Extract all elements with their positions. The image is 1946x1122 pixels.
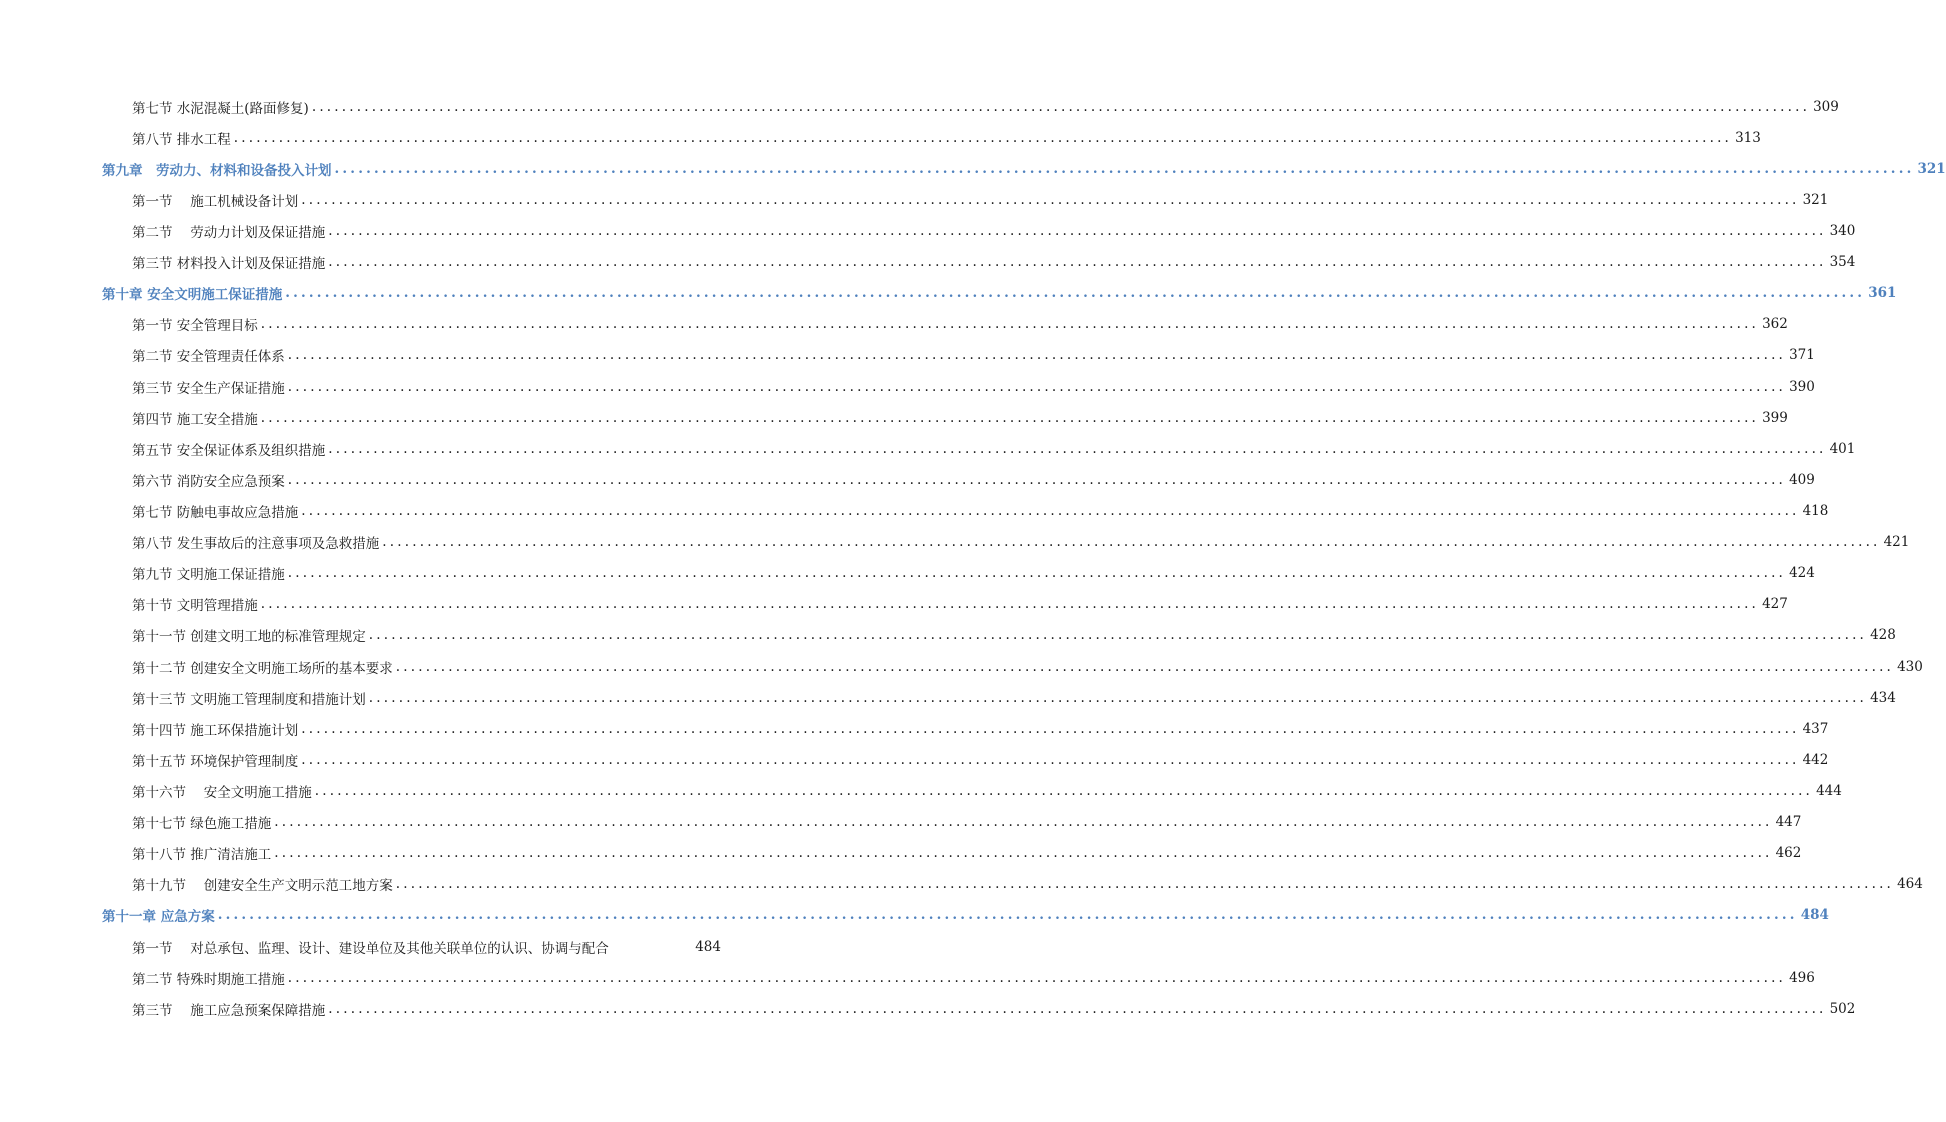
toc-page-number: 430	[1897, 658, 1923, 675]
toc-entry-title: 第十六节 安全文明施工措施	[132, 784, 312, 801]
toc-entry-title: 第九章 劳动力、材料和设备投入计划	[102, 162, 332, 179]
toc-entry-title: 第十一节 创建文明工地的标准管理规定	[132, 629, 366, 646]
dot-leader: ........................................................................................................................................................................................................	[395, 658, 1895, 675]
toc-section-entry[interactable]	[0, 993, 1856, 1024]
dot-leader: ........................................................................................................................................................................................................	[382, 534, 1881, 551]
toc-entry-title: 第三节 施工应急预案保障措施	[132, 1002, 326, 1019]
dot-leader: ........................................................................................................................................................................................................	[314, 782, 1814, 799]
dot-leader: ........................................................................................................................................................................................................	[311, 98, 1811, 115]
dot-leader: ........................................................................................................................................................................................................	[217, 907, 1798, 924]
dot-leader: ........................................................................................................................................................................................................	[287, 969, 1787, 986]
toc-page-number: 371	[1789, 347, 1815, 364]
toc-section-entry[interactable]	[0, 247, 1856, 278]
dot-leader: ........................................................................................................................................................................................................	[395, 876, 1895, 893]
toc-section-entry[interactable]	[0, 402, 1788, 433]
toc-page-number: 442	[1802, 751, 1829, 768]
toc-section-entry[interactable]	[0, 651, 1923, 682]
toc-section-entry[interactable]	[0, 838, 1802, 869]
toc-section-entry[interactable]	[0, 184, 1829, 215]
dot-leader: ........................................................................................................................................................................................................	[301, 191, 1800, 208]
toc-page-number: 484	[695, 938, 721, 955]
toc-entry-title: 第三节 材料投入计划及保证措施	[132, 256, 326, 273]
toc-chapter-entry[interactable]	[0, 900, 1829, 931]
toc-section-entry[interactable]	[0, 589, 1788, 620]
toc-section-entry[interactable]	[0, 962, 1815, 993]
toc-entry-title: 第九节 文明施工保证措施	[132, 567, 285, 584]
toc-page-number: 502	[1829, 1000, 1856, 1017]
toc-page-number: 401	[1829, 440, 1856, 457]
table-of-contents	[0, 91, 1946, 1024]
dot-leader: ........................................................................................................................................................................................................	[328, 1000, 1827, 1017]
dot-leader: ........................................................................................................................................................................................................	[368, 627, 1868, 644]
toc-section-entry[interactable]	[0, 682, 1896, 713]
toc-page-number: 462	[1775, 845, 1802, 862]
toc-page-number: 362	[1762, 316, 1788, 333]
toc-page-number: 409	[1789, 471, 1815, 488]
toc-section-entry[interactable]	[0, 558, 1815, 589]
dot-leader: ........................................................................................................................................................................................................	[260, 409, 1760, 426]
toc-entry-title: 第六节 消防安全应急预案	[132, 473, 285, 490]
dot-leader: ........................................................................................................................................................................................................	[334, 160, 1915, 177]
toc-entry-title: 第五节 安全保证体系及组织措施	[132, 442, 326, 459]
dot-leader: ........................................................................................................................................................................................................	[368, 689, 1868, 706]
toc-entry-title: 第十五节 环境保护管理制度	[132, 753, 299, 770]
dot-leader: ........................................................................................................................................................................................................	[260, 596, 1760, 613]
toc-section-entry[interactable]	[0, 775, 1842, 806]
toc-entry-title: 第十三节 文明施工管理制度和措施计划	[132, 691, 366, 708]
toc-section-entry[interactable]	[0, 869, 1923, 900]
toc-page-number: 354	[1829, 254, 1856, 271]
dot-leader: ........................................................................................................................................................................................................	[285, 285, 1866, 302]
toc-entry-title: 第八节 发生事故后的注意事项及急救措施	[132, 536, 380, 553]
toc-section-entry[interactable]	[0, 807, 1802, 838]
toc-entry-title: 第二节 安全管理责任体系	[132, 349, 285, 366]
toc-entry-title: 第七节 防触电事故应急措施	[132, 504, 299, 521]
toc-page-number: 321	[1802, 191, 1829, 208]
dot-leader: ........................................................................................................................................................................................................	[274, 845, 1773, 862]
toc-section-entry[interactable]	[0, 931, 794, 962]
toc-entry-title: 第十九节 创建安全生产文明示范工地方案	[132, 878, 393, 895]
toc-chapter-entry[interactable]	[0, 278, 1897, 309]
toc-entry-title: 第十八节 推广清洁施工	[132, 847, 272, 864]
toc-entry-title: 第一节 安全管理目标	[132, 318, 258, 335]
toc-section-entry[interactable]	[0, 91, 1839, 122]
toc-entry-title: 第四节 施工安全措施	[132, 411, 258, 428]
dot-leader: ........................................................................................................................................................................................................	[287, 378, 1787, 395]
toc-entry-title: 第一节 对总承包、监理、设计、建设单位及其他关联单位的认识、协调与配合	[132, 940, 609, 957]
toc-section-entry[interactable]	[0, 340, 1815, 371]
toc-section-entry[interactable]	[0, 495, 1829, 526]
dot-leader: ........................................................................................................................................................................................................	[287, 471, 1787, 488]
toc-page-number: 424	[1789, 565, 1815, 582]
toc-section-entry[interactable]	[0, 433, 1856, 464]
dot-leader: ........................................................................................................................................................................................................	[287, 565, 1787, 582]
toc-entry-title: 第十一章 应急方案	[102, 909, 215, 926]
dot-leader: ........................................................................................................................................................................................................	[287, 347, 1787, 364]
dot-leader: ........................................................................................................................................................................................................	[233, 129, 1733, 146]
toc-page-number: 427	[1762, 596, 1788, 613]
dot-leader: ........................................................................................................................................................................................................	[301, 751, 1800, 768]
toc-section-entry[interactable]	[0, 713, 1829, 744]
toc-page-number: 496	[1789, 969, 1815, 986]
toc-page-number: 464	[1897, 876, 1923, 893]
toc-page-number: 361	[1868, 285, 1897, 302]
toc-page-number: 421	[1883, 534, 1910, 551]
toc-page-number: 447	[1775, 814, 1802, 831]
toc-entry-title: 第八节 排水工程	[132, 131, 231, 148]
dot-leader: ........................................................................................................................................................................................................	[328, 254, 1827, 271]
toc-entry-title: 第二节 劳动力计划及保证措施	[132, 224, 326, 241]
dot-leader: ........................................................................................................................................................................................................	[274, 814, 1773, 831]
toc-page-number: 484	[1800, 907, 1829, 924]
dot-leader: ........................................................................................................................................................................................................	[328, 440, 1827, 457]
toc-page-number: 321	[1917, 160, 1946, 177]
toc-page-number: 434	[1870, 689, 1896, 706]
toc-entry-title: 第十四节 施工环保措施计划	[132, 722, 299, 739]
toc-section-entry[interactable]	[0, 371, 1815, 402]
toc-page-number: 309	[1813, 98, 1839, 115]
toc-entry-title: 第一节 施工机械设备计划	[132, 193, 299, 210]
toc-entry-title: 第十节 文明管理措施	[132, 598, 258, 615]
toc-entry-title: 第十章 安全文明施工保证措施	[102, 287, 283, 304]
toc-section-entry[interactable]	[0, 744, 1829, 775]
toc-entry-title: 第十二节 创建安全文明施工场所的基本要求	[132, 660, 393, 677]
toc-page-number: 437	[1802, 720, 1829, 737]
toc-section-entry[interactable]	[0, 620, 1896, 651]
dot-leader: ........................................................................................................................................................................................................	[301, 502, 1800, 519]
toc-section-entry[interactable]	[0, 464, 1815, 495]
toc-entry-title: 第三节 安全生产保证措施	[132, 380, 285, 397]
toc-page-number: 444	[1816, 782, 1842, 799]
toc-section-entry[interactable]	[0, 309, 1788, 340]
toc-entry-title: 第十七节 绿色施工措施	[132, 816, 272, 833]
toc-page-number: 313	[1735, 129, 1761, 146]
toc-page-number: 390	[1789, 378, 1815, 395]
toc-entry-title: 第七节 水泥混凝土(路面修复)	[132, 100, 309, 117]
dot-leader: ........................................................................................................................................................................................................	[260, 316, 1760, 333]
toc-section-entry[interactable]	[0, 527, 1910, 558]
toc-entry-title: 第二节 特殊时期施工措施	[132, 971, 285, 988]
toc-page-number: 340	[1829, 222, 1856, 239]
toc-page-number: 428	[1870, 627, 1896, 644]
toc-page-number: 418	[1802, 502, 1829, 519]
dot-leader: ........................................................................................................................................................................................................	[301, 720, 1800, 737]
toc-section-entry[interactable]	[0, 122, 1761, 153]
toc-section-entry[interactable]	[0, 215, 1856, 246]
toc-page-number: 399	[1762, 409, 1788, 426]
dot-leader: ........................................................................................................................................................................................................	[328, 222, 1827, 239]
toc-chapter-entry[interactable]	[0, 153, 1946, 184]
